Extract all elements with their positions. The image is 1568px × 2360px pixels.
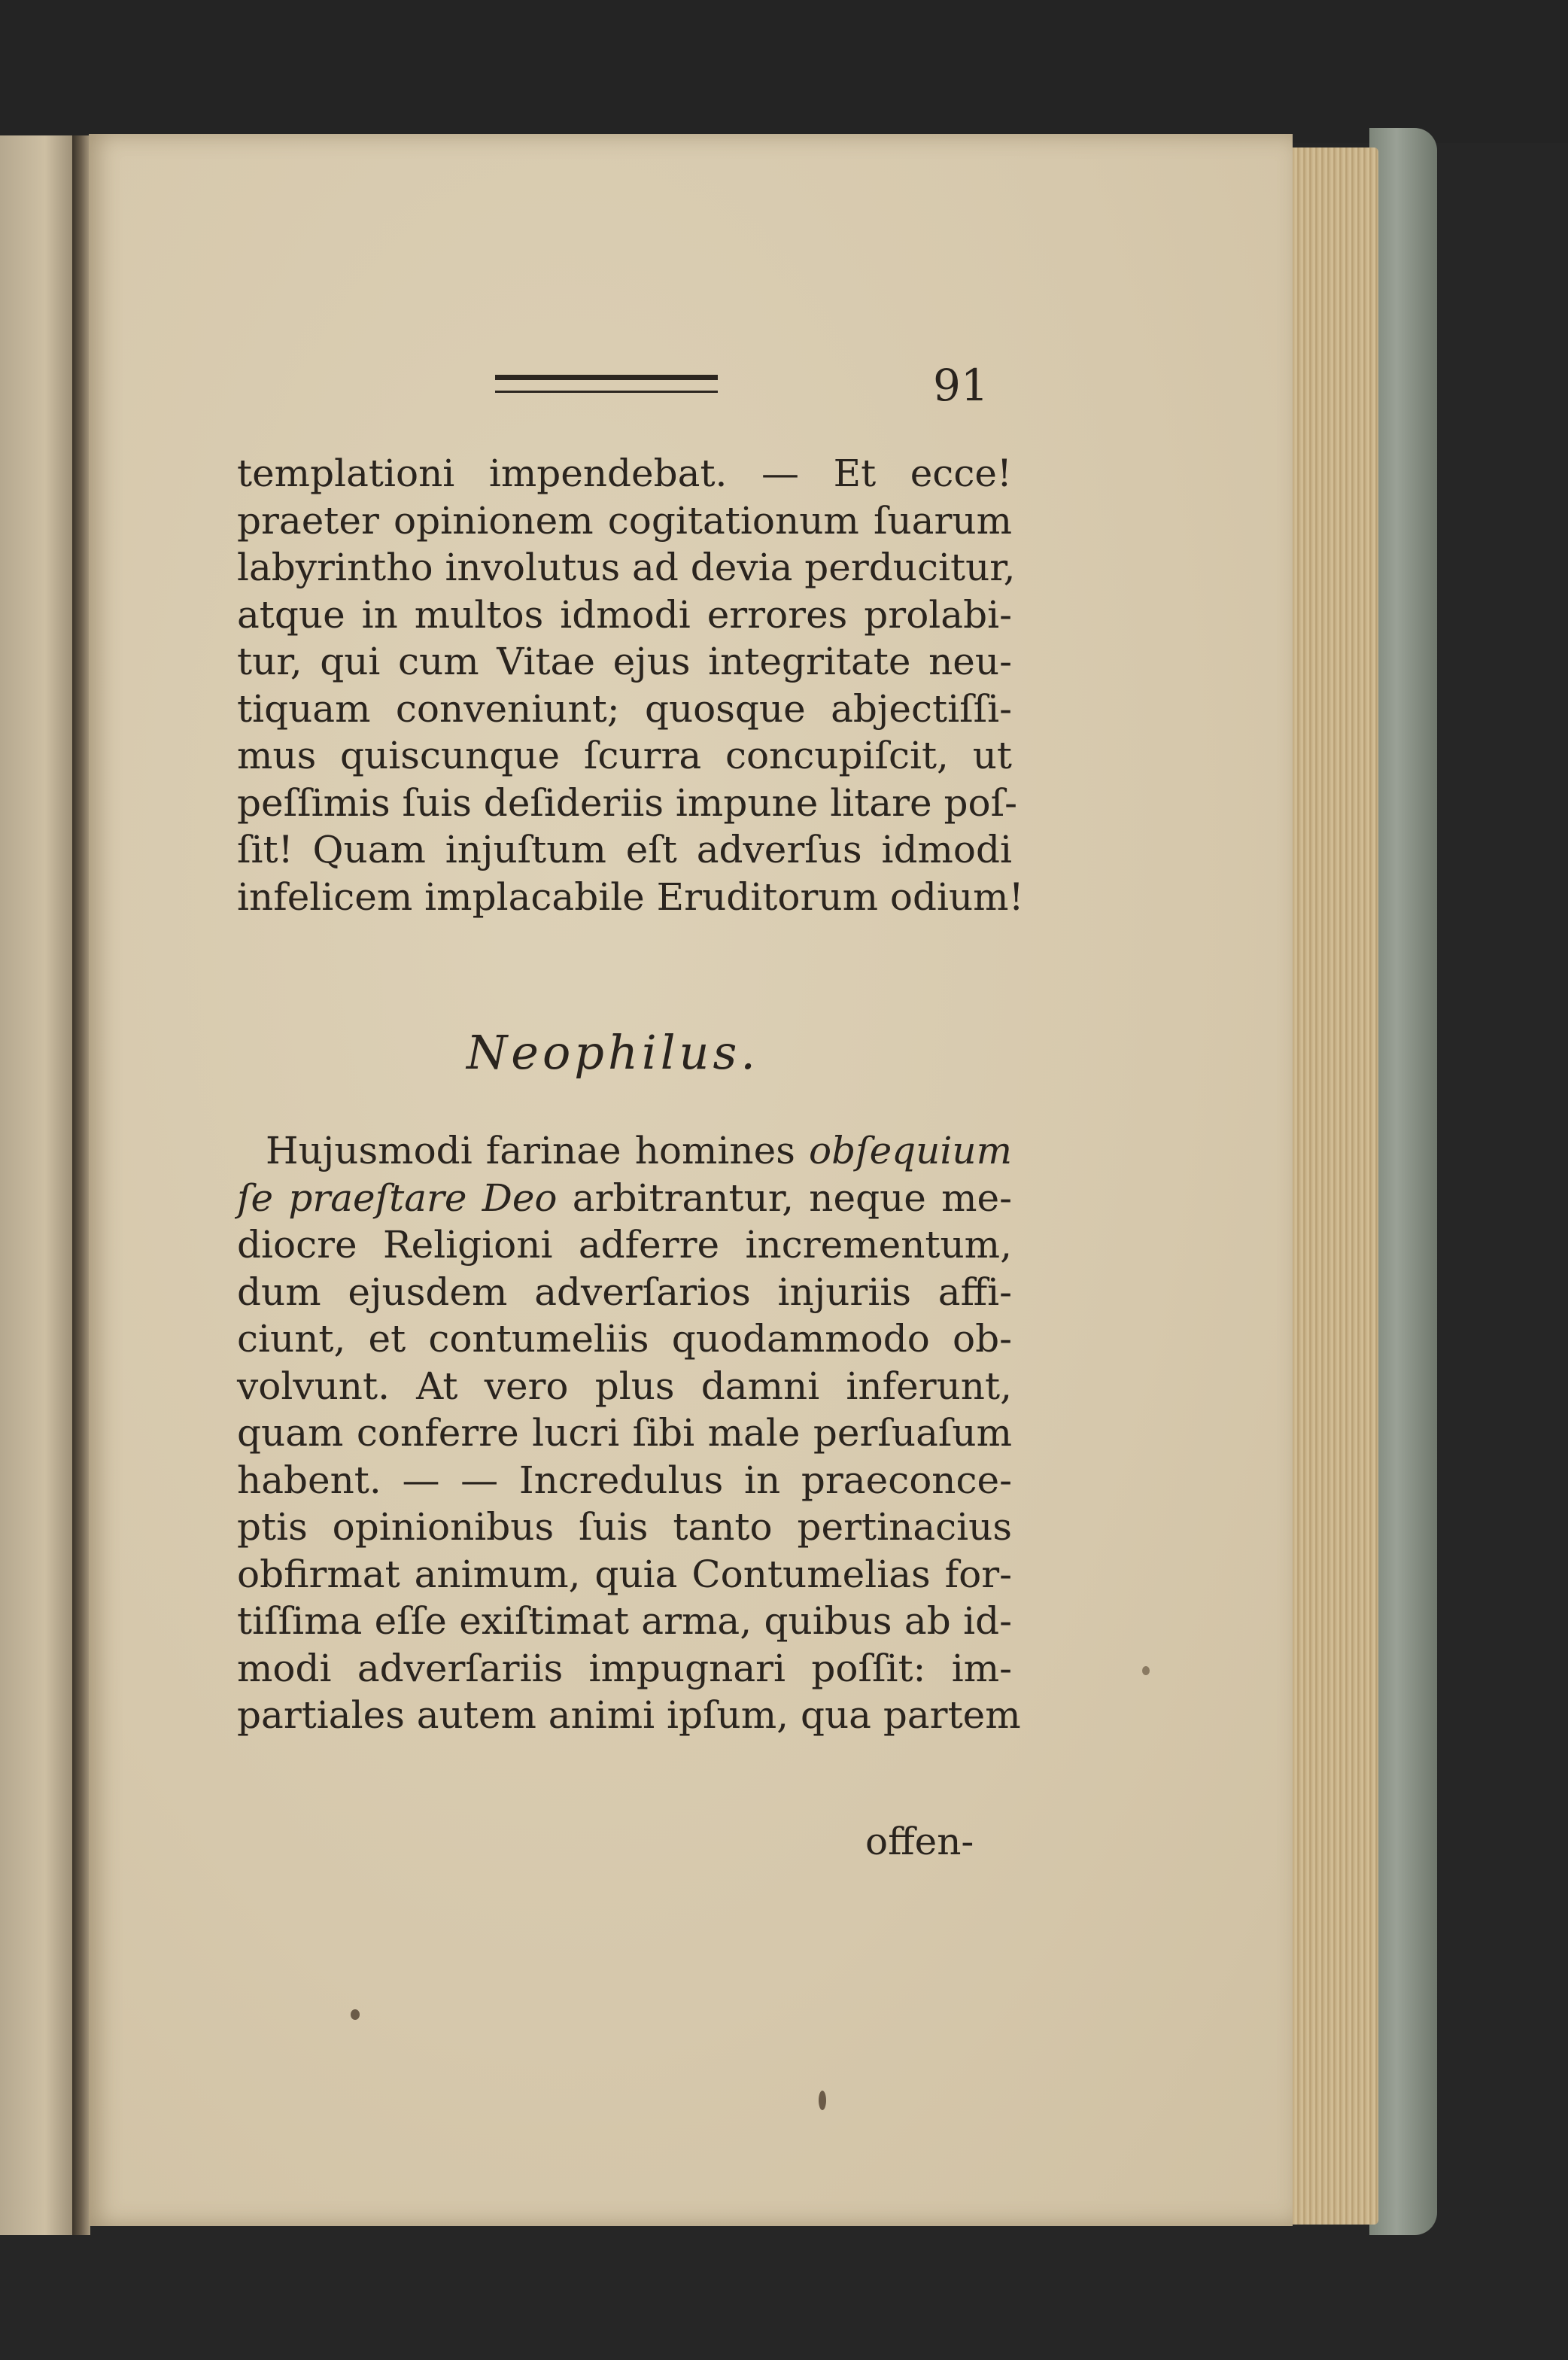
text-line: labyrintho involutus ad devia perducitur, — [237, 546, 1016, 589]
text-line: tiquam conveniunt; quosque abjectiſſi- — [237, 686, 1012, 731]
foxing-spot — [351, 2009, 360, 2020]
text-line: habent. — — Incredulus in praeconce- — [237, 1458, 1012, 1502]
text-line: quam conferre lucri ſibi male perſuaſum — [237, 1411, 1012, 1455]
page-block-edges — [1288, 148, 1378, 2225]
text-line: Hujusmodi farinae homines obſequium — [266, 1129, 1012, 1172]
header-rule — [495, 375, 718, 393]
text-line: mus quiscunque ſcurra concupiſcit, ut — [237, 734, 1012, 777]
catchword: offen- — [865, 1820, 974, 1863]
text-line: infelicem implacabile Eruditorum odium! — [237, 874, 1024, 919]
text-line: diocre Religioni adferre incrementum, — [237, 1223, 1012, 1267]
paragraph-1 — [237, 450, 1024, 920]
text-line: tur, qui cum Vitae ejus integritate neu- — [237, 640, 1012, 683]
text-line: ſe praeſtare Deo arbitrantur, neque me- — [237, 1175, 1012, 1220]
previous-page-edge — [0, 135, 75, 2235]
section-heading: Neophilus. — [466, 1025, 760, 1080]
foxing-spot — [1142, 1666, 1150, 1675]
text-line: atque in multos idmodi errores prolabi- — [237, 592, 1012, 637]
text-line: ptis opinionibus ſuis tanto pertinacius — [237, 1505, 1012, 1549]
text-line: peſſimis ſuis deſideriis impune litare poſ- — [237, 780, 1018, 825]
text-line: tiſſima eſſe exiſtimat arma, quibus ab id- — [237, 1599, 1012, 1643]
book-cover-board — [1369, 128, 1437, 2235]
text-line: dum ejusdem adverſarios injuriis affi- — [237, 1270, 1012, 1314]
text-line: volvunt. At vero plus damni inferunt, — [237, 1364, 1012, 1408]
text-line: modi adverſariis impugnari poſſit: im- — [237, 1646, 1012, 1690]
foxing-spot — [819, 2091, 826, 2110]
leather-background — [0, 0, 1568, 143]
text-line: templationi impendebat. — Et ecce! — [237, 452, 1012, 495]
page-number: 91 — [933, 360, 989, 411]
text-line: ciunt, et contumeliis quodammodo ob- — [237, 1317, 1012, 1361]
text-line: praeter opinionem cogitationum ſuarum — [237, 498, 1012, 543]
book-gutter — [72, 135, 90, 2235]
text-line: ſit! Quam injuſtum eſt adverſus idmodi — [237, 828, 1012, 871]
paragraph-2 — [237, 1127, 1021, 1739]
text-line: partiales autem animi ipſum, qua partem — [237, 1693, 1021, 1737]
text-line: obfirmat animum, quia Contumelias for- — [237, 1552, 1012, 1596]
